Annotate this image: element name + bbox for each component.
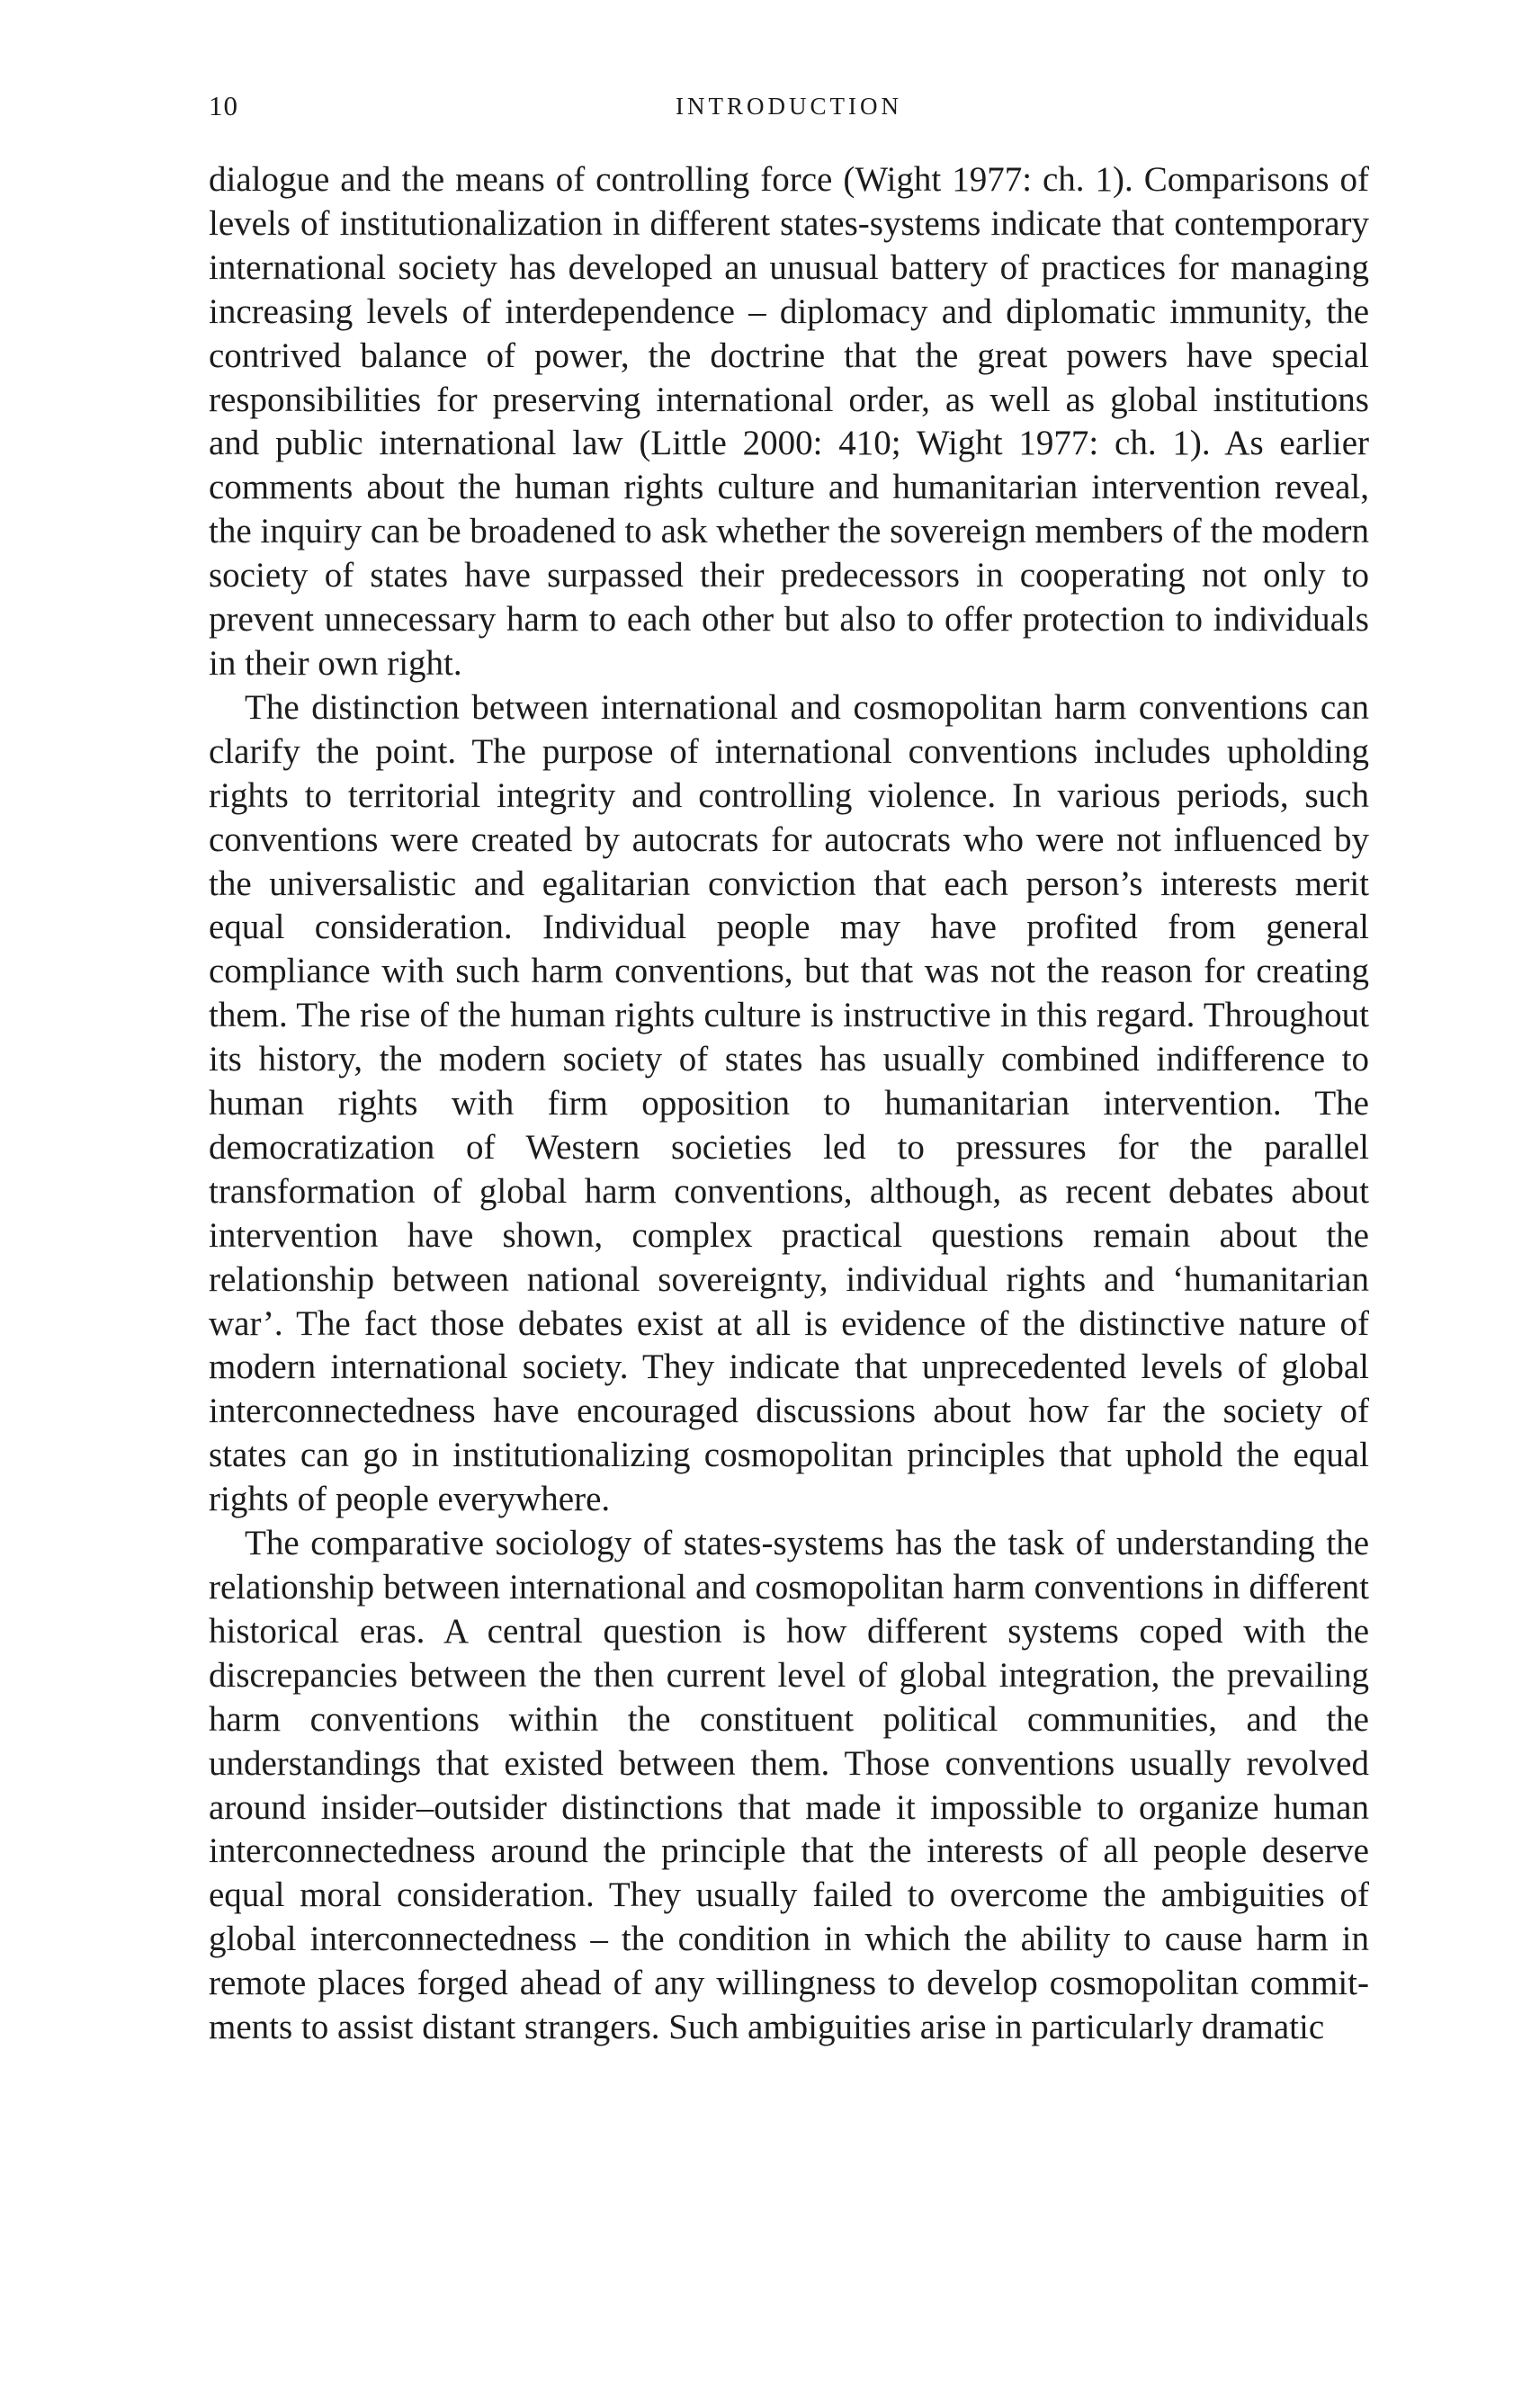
running-title: INTRODUCTION bbox=[676, 93, 902, 120]
paragraph-3: The comparative sociology of states-systems has the task of understanding the relationship between international and cosmopolitan harm conventions in different historical eras. A central question is how different systems coped with the discrepancies between the then current level of global integration, the prevailing harm conventions within the constituent political communities, and the understandings that existed between them. Those conventions usually revolved around insider–outsider distinctions that made it impossible to organize human interconnectedness around the principle that the interests of all people deserve equal moral consideration. They usually failed to overcome the ambiguities of global interconnectedness – the condition in which the ability to cause harm in remote places forged ahead of any willingness to develop cosmopolitan commitments to assist distant strangers. Such ambiguities arise in particularly dramatic bbox=[209, 1524, 1369, 2047]
running-head bbox=[209, 86, 1369, 126]
paragraph-1: dialogue and the means of controlling force (Wight 1977: ch. 1). Comparisons of levels of institutionalization in different states-systems indicate that contemporary international society has developed an unusual battery of practices for managing increasing levels of interdependence – diplomacy and diplomatic immunity, the contrived balance of power, the doctrine that the great powers have special responsibilities for preserving international order, as well as global institutions and public international law (Little 2000: 410; Wight 1977: ch. 1). As earlier comments about the human rights culture and humanitarian intervention reveal, the inquiry can be broadened to ask whether the sovereign members of the modern society of states have surpassed their predecessors in cooperating not only to prevent unnecessary harm to each other but also to offer protection to individuals in their own right. bbox=[209, 160, 1369, 683]
paragraph-2: The distinction between international and cosmopolitan harm conventions can clarify the point. The purpose of international conventions includes upholding rights to territorial integrity and controlling violence. In various periods, such conventions were created by autocrats for autocrats who were not influenced by the universalistic and egalitarian conviction that each person’s interests merit equal consideration. Individual people may have profited from general compliance with such harm conventions, but that was not the reason for creating them. The rise of the human rights culture is instructive in this regard. Throughout its history, the modern society of states has usually combined indifference to human rights with firm opposition to humanitarian intervention. The democratization of Western societies led to pressures for the parallel transformation of global harm conventions, although, as recent debates about intervention have shown, complex practical questions remain about the relationship between national sovereignty, individual rights and ‘humanitarian war’. The fact those debates exist at all is evidence of the distinctive nature of modern international society. They indicate that unprecedented levels of global interconnectedness have encouraged discussions about how far the society of states can go in institutionalizing cosmopolitan principles that uphold the equal rights of people everywhere. bbox=[209, 687, 1369, 1519]
page-number: 10 bbox=[209, 90, 238, 121]
body-text bbox=[209, 158, 1369, 2050]
